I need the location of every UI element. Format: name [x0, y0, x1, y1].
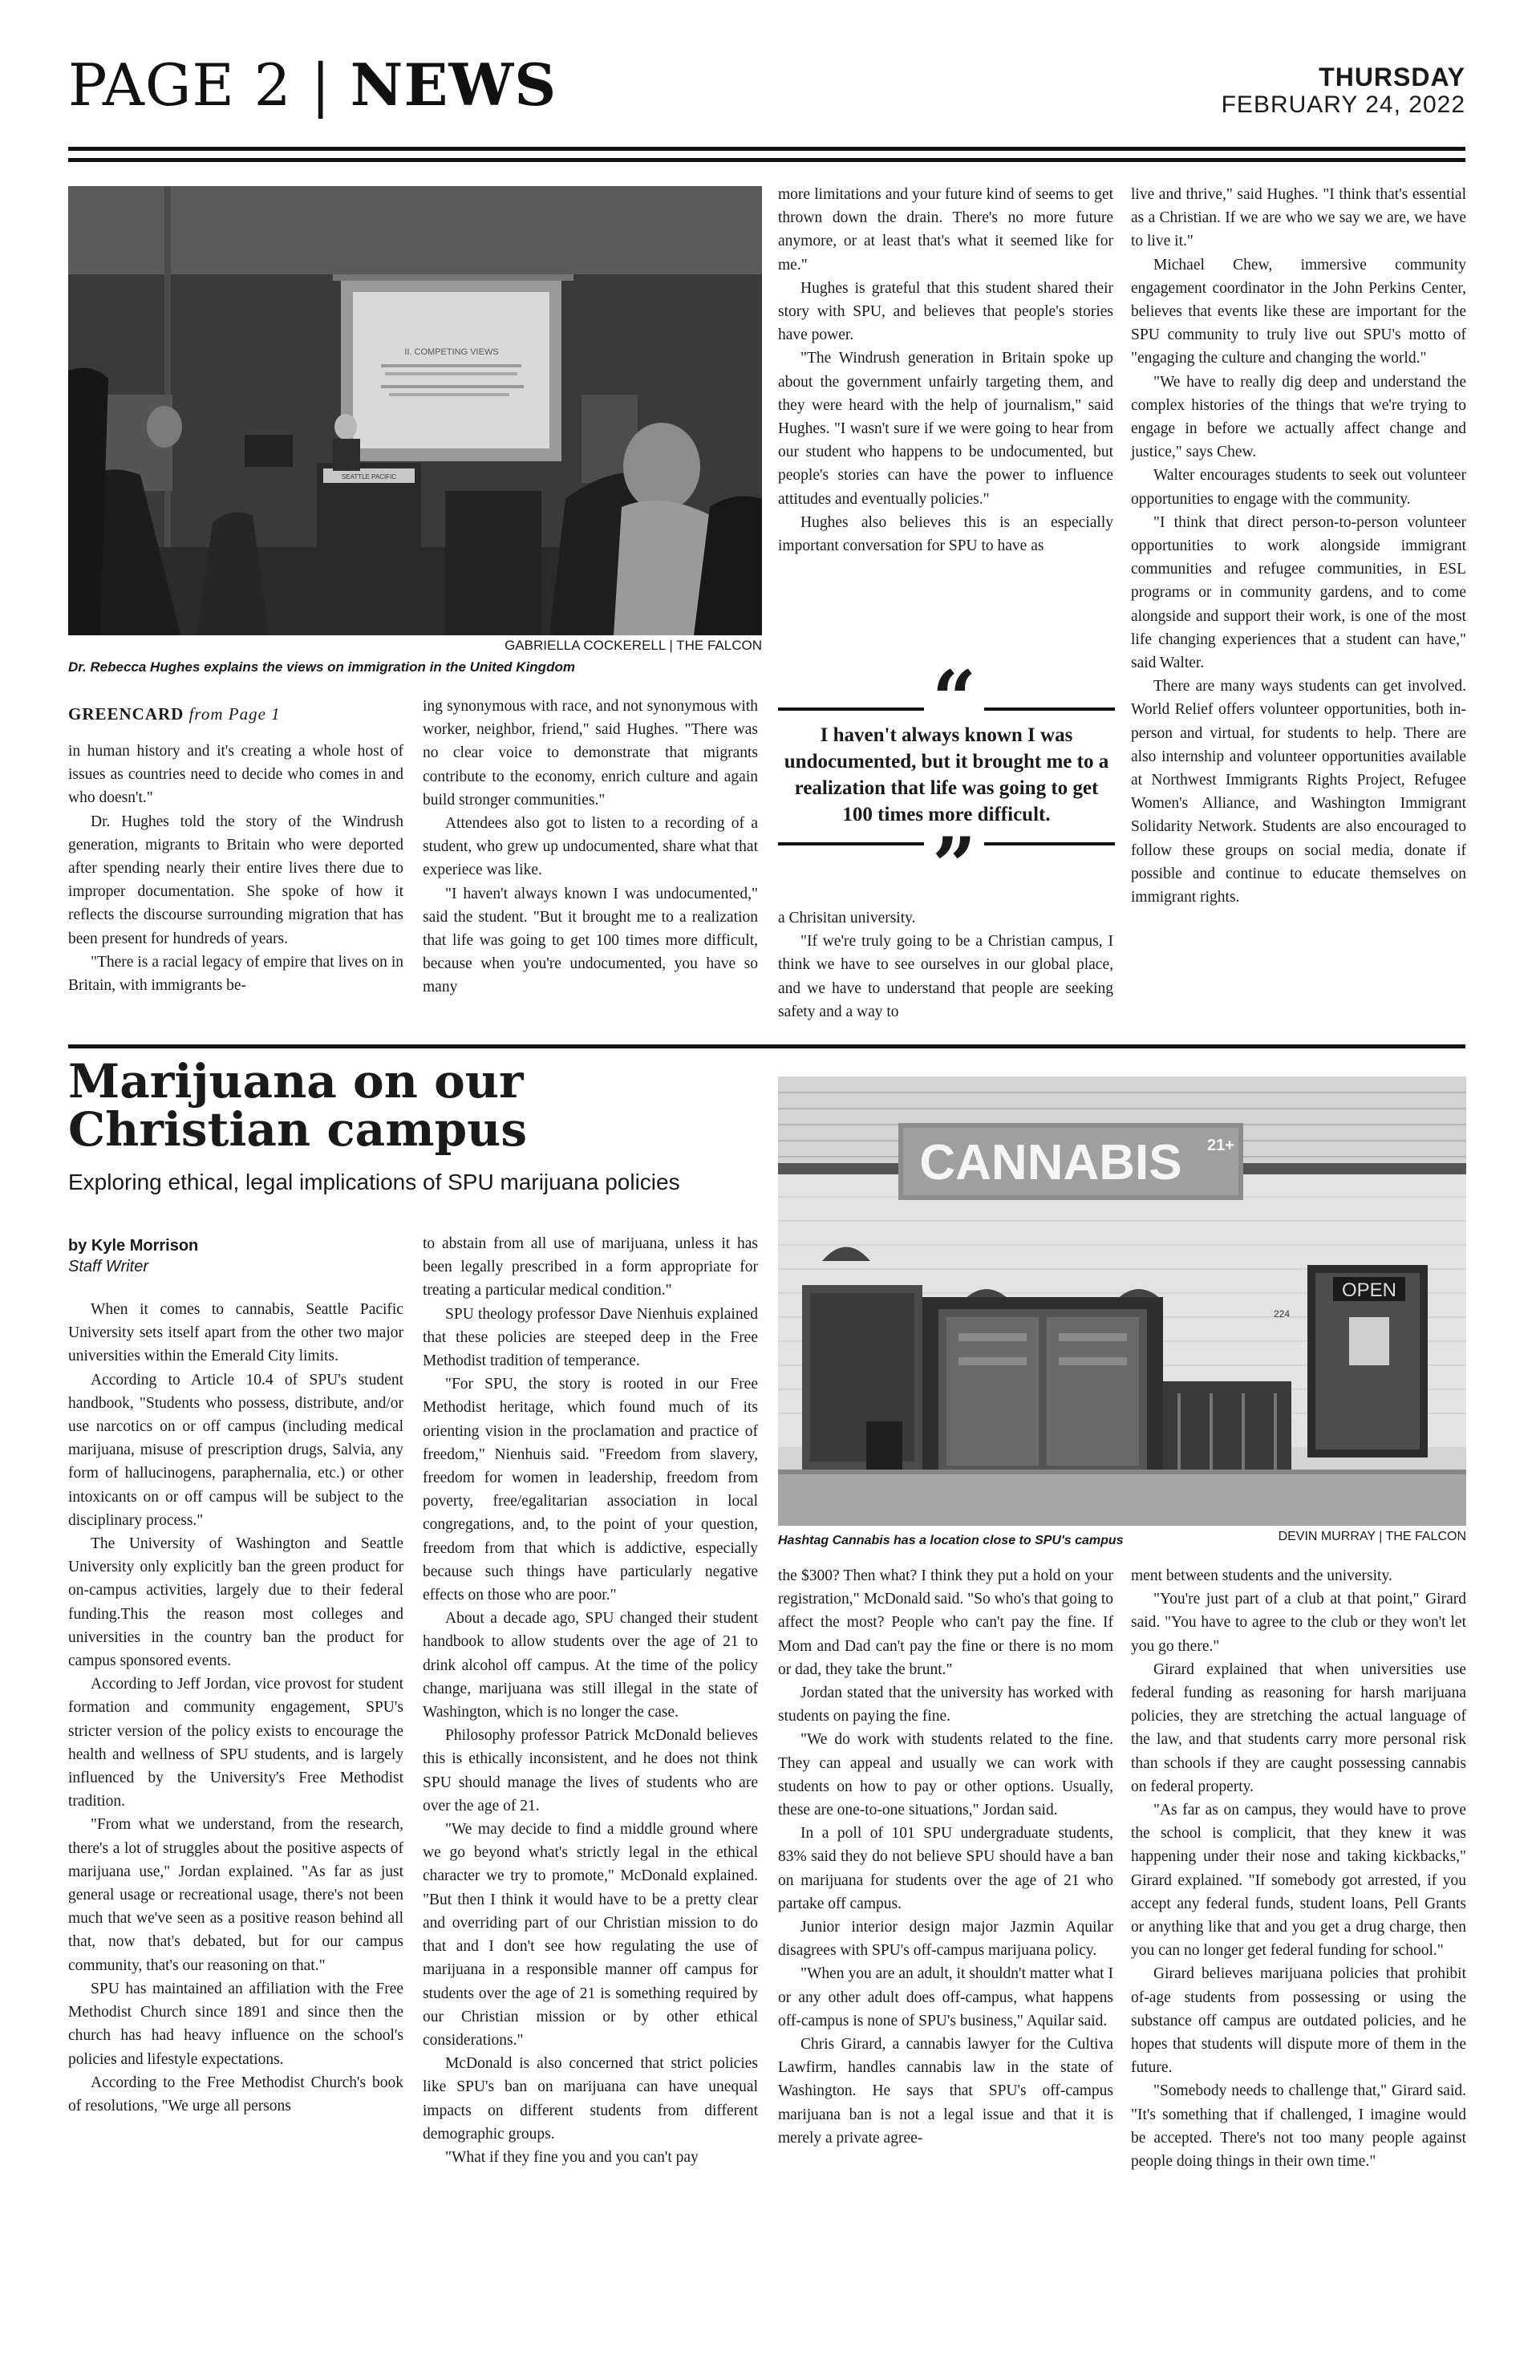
paragraph: SPU has maintained an affiliation with the Free Methodist Church since 1891 and since then the church has had heavy influence on the school's policies and lifestyle expectations. [68, 1980, 403, 2068]
byline [68, 1235, 198, 1277]
store-sign: CANNABIS [919, 1135, 1182, 1190]
slide-title: II. COMPETING VIEWS [404, 347, 499, 357]
page-label: PAGE 2 [68, 51, 292, 119]
story2-column-3 [778, 1564, 1113, 2150]
story1-column-4 [1131, 183, 1466, 909]
story2-headline: Marijuana on our Christian campus [68, 1054, 527, 1157]
story2-column-4 [1131, 1564, 1466, 2173]
paragraph: "You're just part of a club at that point," Girard said. "You have to agree to the club or they won't let you go there." [1131, 1591, 1466, 1655]
masthead-rule-top [68, 147, 1465, 151]
paragraph: "From what we understand, from the research, there's a lot of struggles about the positive aspects of marijuana use," Jordan explained. "As far as just general usage or recreational usage, there's not been much that we've seen as a positive reason behind all that, now that's debated, but for our campus community, that's our reasoning on that." [68, 1816, 403, 1974]
lecture-photo [68, 186, 762, 635]
paragraph: Hughes also believes this is an especially important conversation for SPU to have as [778, 513, 1113, 555]
store-photo-caption: Hashtag Cannabis has a location close to SPU's campus [778, 1534, 1124, 1547]
paragraph: McDonald is also concerned that strict policies like SPU's ban on marijuana can have unequal impacts on different students from different demographic groups. [423, 2055, 758, 2143]
cannabis-store-photo [778, 1076, 1466, 1526]
paragraph: in human history and it's creating a whole host of issues as countries need to decide who comes in and who doesn't." [68, 743, 403, 807]
jump-line [68, 704, 281, 724]
paragraph: In a poll of 101 SPU undergraduate students, 83% said they do not believe SPU should have a ban on marijuana for students over the age of 21 who partake off campus. [778, 1825, 1113, 1912]
paragraph: There are many ways students can get involved. World Relief offers volunteer opportunities, both in-person and virtual, for students to help. There are also internship and volunteer opportunities available at Northwest Immigrants Rights Project, Refugee Women's Alliance, and Washington Immigrant Solidarity Network. Students are also encouraged to follow these groups on social media, donate if possible and continue to educate themselves on immigrant rights. [1131, 678, 1466, 906]
paragraph: a Chrisitan university. [778, 910, 916, 926]
paragraph: Hughes is grateful that this student shared their story with SPU, and believes that people's stories have power. [778, 279, 1113, 344]
paragraph: Junior interior design major Jazmin Aquilar disagrees with SPU's off-campus marijuana policy. [778, 1919, 1113, 1960]
paragraph: Dr. Hughes told the story of the Windrush generation, migrants to Britain who were deported after spending nearly their entire lives there due to improper documentation. She spoke of how it reflects the discourse surrounding migration that has been present for hundreds of years. [68, 813, 403, 947]
paragraph: The University of Washington and Seattle University only explicitly ban the green product for on-campus activities, largely due to their federal funding.This the reason most colleges and universities in the country ban the product for campus sponsored events. [68, 1535, 403, 1670]
paragraph: more limitations and your future kind of seems to get thrown down the drain. There's no more future anymore, or at least that's what it seemed like for me." [778, 186, 1113, 274]
paragraph: Attendees also got to listen to a recording of a student, who grew up undocumented, share what that experiece was like. [423, 815, 758, 879]
jump-label: GREENCARD [68, 704, 184, 724]
paragraph: About a decade ago, SPU changed their student handbook to allow students over the age of 21 to drink alcohol off campus. At the time of the policy change, marijuana was still illegal in the state of Washington, which is no longer the case. [423, 1610, 758, 1721]
story2-deck: Exploring ethical, legal implications of SPU marijuana policies [68, 1170, 680, 1194]
podium-label: SEATTLE PACIFIC [341, 473, 397, 480]
story1-column-3 [778, 183, 1113, 557]
close-quote-icon: ” [924, 828, 984, 905]
cannabis-store-illustration [778, 1076, 1466, 1526]
paragraph: "As far as on campus, they would have to prove the school is complicit, that they knew it was happening under their nose and taking kickbacks," Girard explained. "If somebody got arrested, if you accept any federal funds, student loans, Pell Grants or anything like that and you get a drug charge, then you can no longer get federal funding for school." [1131, 1802, 1466, 1960]
story2-column-1 [68, 1298, 403, 2118]
paragraph: Chris Girard, a cannabis lawyer for the Cultiva Lawfirm, handles cannabis law in the state of Washington. He says that SPU's off-campus marijuana ban is not a legal issue and that it is merely a private agree- [778, 2036, 1113, 2147]
paragraph: "We do work with students related to the fine. They can appeal and usually we can work with students on how to pay or other options. Usually, these are one-to-one situations," Jordan said. [778, 1731, 1113, 1819]
story1-column-1 [68, 740, 403, 997]
paragraph: "There is a racial legacy of empire that lives on in Britain, with immigrants be- [68, 953, 403, 995]
paragraph: "What if they fine you and you can't pay [445, 2148, 699, 2166]
photo-credit: GABRIELLA COCKERELL | THE FALCON [505, 638, 762, 653]
issue-date-text: FEBRUARY 24, 2022 [1221, 91, 1465, 118]
paragraph: "For SPU, the story is rooted in our Free Methodist heritage, which found much of its orienting vision in the proclamation and practice of freedom," Nienhuis said. "Freedom from slavery, freedom for women in leadership, freedom from poverty, free/egalitarian association in local congregations, and, to the point of your question, freedom from that which is addictive, especially because such things have particularly negative effects on those who are poor." [423, 1376, 758, 1604]
store-sign-age: 21+ [1207, 1137, 1234, 1154]
store-number: 224 [1273, 1308, 1291, 1320]
paragraph: SPU theology professor Dave Nienhuis explained that these policies are steeped deep in the Free Methodist tradition of temperance. [423, 1305, 758, 1370]
paragraph: "Somebody needs to challenge that," Girard said. "It's something that if challenged, I imagine would be accepted. There's not too many people against people doing things in their own time." [1131, 2082, 1466, 2171]
paragraph: According to Article 10.4 of SPU's student handbook, "Students who possess, distribute, and/or use narcotics on or off campus (including medical marijuana, misuse of prescription drugs, Salvia, any form of hallucinogens, paraphernalia, etc.) or other intoxicants on or off campus will be subject to the disciplinary process." [68, 1371, 403, 1529]
paragraph: "I haven't always known I was undocumented," said the student. "But it brought me to a realization that life was going to get 100 times more difficult, because when you're undocumented, you have so many [423, 885, 758, 996]
paragraph: ing synonymous with race, and not synonymous with worker, neighbor, friend," said Hughes. "There was no clear voice to demonstrate that migrants contribute to the economy, enrich culture and again build stronger communities." [423, 698, 758, 809]
paragraph: the $300? Then what? I think they put a hold on your registration," McDonald said. "So who's that going to affect the most? People who can't pay the fine. If Mom and Dad can't pay the fine or there is no mom or dad, they take the brunt." [778, 1567, 1113, 1678]
paragraph: "The Windrush generation in Britain spoke up about the government unfairly targeting them, and they were heard with the help of journalism," said Hughes. "I wasn't sure if we were going to hear from our student who happens to be undocumented, but people's stories can have the power to influence attitudes and eventually policies." [778, 350, 1113, 508]
open-sign: OPEN [1341, 1279, 1397, 1301]
paragraph: Michael Chew, immersive community engagement coordinator in the John Perkins Center, believes that events like these are important for the SPU community to truly live out SPU's motto of "engaging the culture and changing the world." [1131, 256, 1466, 367]
paragraph: Jordan stated that the university has worked with students on paying the fine. [778, 1685, 1113, 1725]
paragraph: "We have to really dig deep and understand the complex histories of the things that we're trying to engage in before we actually affect change and justice," says Chew. [1131, 373, 1466, 461]
paragraph: to abstain from all use of marijuana, unless it has been legally prescribed in a form appropriate for treating a particular medical condition." [423, 1235, 758, 1299]
paragraph: live and thrive," said Hughes. "I think that's essential as a Christian. If we are who we say we are, we have to live it." [1131, 186, 1466, 250]
story-divider [68, 1044, 1465, 1048]
story2-column-2 [423, 1232, 758, 2169]
paragraph: According to the Free Methodist Church's book of resolutions, "We urge all persons [68, 2074, 403, 2114]
masthead-rule-bottom [68, 158, 1465, 162]
paragraph: "We may decide to find a middle ground where we go beyond what's strictly legal in the ethical character we try to promote," McDonald explained. "But then I think it would have to be a pretty clear and overriding part of our Christian mission to do that and I don't see how regulating the use of marijuana in a responsible manner off campus for students over the age of 21 is something required by our Christian mission or by other ethical considerations." [423, 1821, 758, 2049]
paragraph: Philosophy professor Patrick McDonald believes this is ethically inconsistent, and he does not think SPU should manage the lives of students who are over the age of 21. [423, 1727, 758, 1814]
title-separator: | [310, 51, 331, 119]
photo-caption: Dr. Rebecca Hughes explains the views on immigration in the United Kingdom [68, 659, 575, 675]
byline-role: Staff Writer [68, 1258, 149, 1275]
byline-name: by Kyle Morrison [68, 1237, 199, 1255]
paragraph: When it comes to cannabis, Seattle Pacific University sets itself apart from the other two major universities within the Emerald City limits. [68, 1301, 403, 1365]
paragraph: "I think that direct person-to-person volunteer opportunities to work alongside immigrant communities and refugee communities, in ESL programs or in community gardens, and to come alongside and support their work, is one of the most life changing experiences that a student can have," said Walter. [1131, 513, 1466, 672]
paragraph: Girard believes marijuana policies that prohibit of-age students from possessing or using the substance off campus are outdated policies, and he hopes that students will dispute more of them in the future. [1131, 1965, 1466, 2077]
pull-quote [778, 654, 1115, 911]
issue-date [1222, 64, 1465, 117]
store-photo-credit: DEVIN MURRAY | THE FALCON [1278, 1530, 1466, 1543]
paragraph: According to Jeff Jordan, vice provost for student formation and community engagement, SPU's stricter version of the policy exists to encourage the health and wellness of SPU students, and is largely influenced by the University's Free Methodist tradition. [68, 1676, 403, 1810]
issue-day: THURSDAY [1319, 63, 1465, 91]
paragraph: Girard explained that when universities use federal funding as reasoning for harsh marijuana policies, they are stretching the actual language of the law, and that students carry more personal risk than schools if they are caught possessing cannabis on federal property. [1131, 1660, 1466, 1795]
paragraph: "When you are an adult, it shouldn't matter what I or any other adult does off-campus, what happens off-campus is none of SPU's business," Aquilar said. [778, 1965, 1113, 2029]
paragraph: Walter encourages students to seek out volunteer opportunities to engage with the community. [1131, 467, 1466, 508]
story1-column-2 [423, 695, 758, 999]
section-name: NEWS [350, 51, 557, 119]
jump-from: from Page 1 [188, 704, 281, 724]
paragraph: "If we're truly going to be a Christian campus, I think we have to see ourselves in our global place, and we have to understand that people are seeking safety and a way to [778, 933, 1113, 1020]
paragraph: ment between students and the university. [1131, 1567, 1392, 1584]
story1-column-3-continued [778, 906, 1113, 1024]
lecture-photo-illustration [68, 186, 762, 635]
open-quote-icon: “ [924, 661, 984, 738]
pull-quote-text: I haven't always known I was undocumented, but it brought me to a realization that life was going to get 100 times more difficult. [784, 724, 1109, 825]
page-title [68, 51, 557, 119]
